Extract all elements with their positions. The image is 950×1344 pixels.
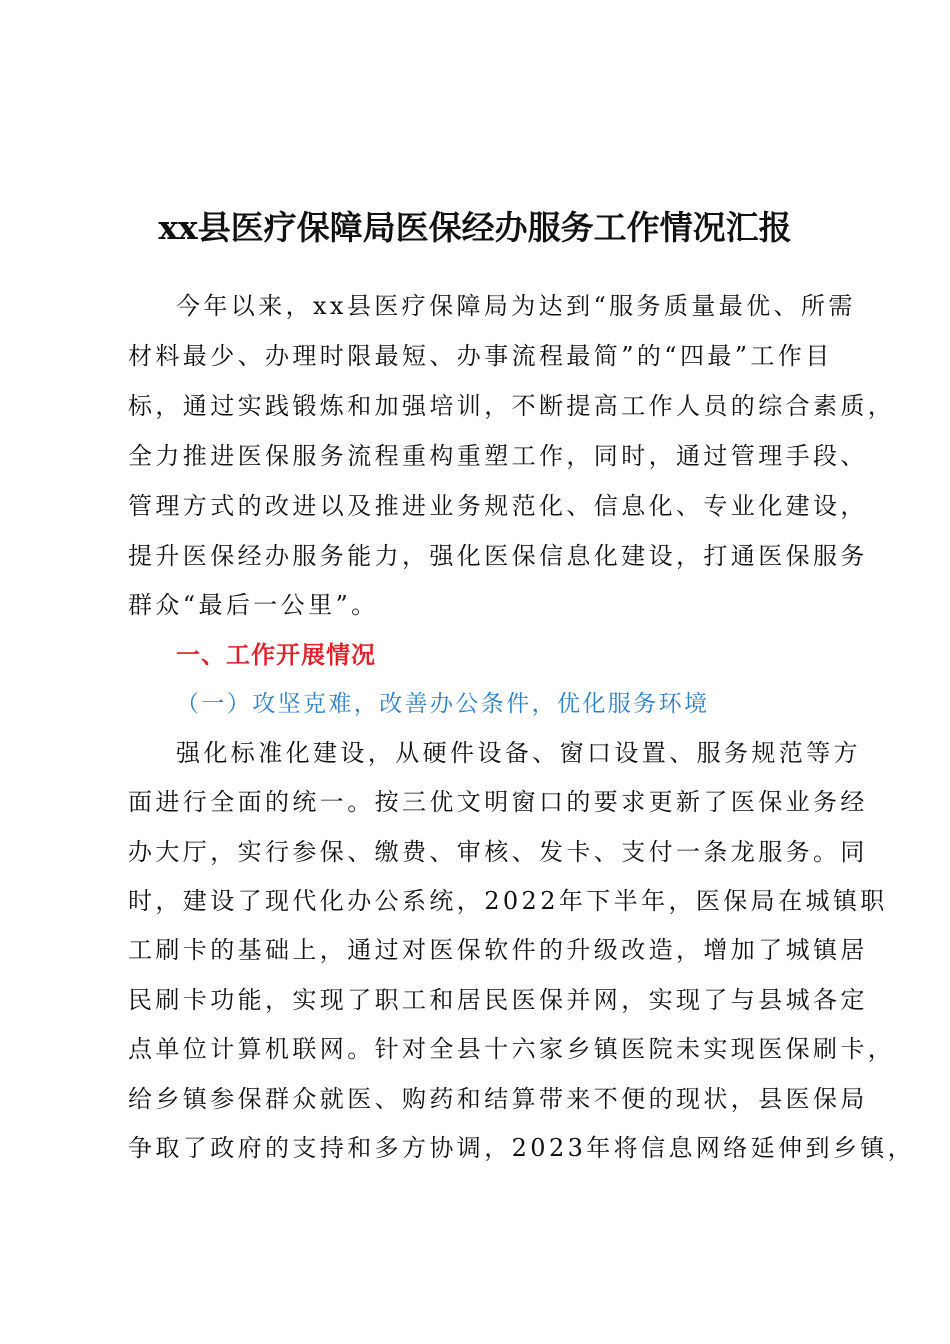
intro-line: 群众“最后一公里”。 (128, 591, 379, 619)
body-line: 争取了政府的支持和多方协调，2023年将信息网络延伸到乡镇， (128, 1134, 916, 1162)
intro-line: 提升医保经办服务能力，强化医保信息化建设，打通医保服务 (128, 542, 868, 570)
body-line: 给乡镇参保群众就医、购药和结算带来不便的现状，县医保局 (128, 1085, 868, 1113)
intro-line: 今年以来，xx县医疗保障局为达到“服务质量最优、所需 (176, 292, 856, 320)
intro-line: 管理方式的改进以及推进业务规范化、信息化、专业化建设， (128, 492, 868, 520)
intro-line: 标，通过实践锻炼和加强培训，不断提高工作人员的综合素质， (128, 392, 896, 420)
section-heading: 一、工作开展情况 (176, 641, 376, 669)
body-line: 民刷卡功能，实现了职工和居民医保并网，实现了与县城各定 (128, 986, 868, 1014)
body-line: 强化标准化建设，从硬件设备、窗口设置、服务规范等方 (176, 739, 861, 767)
intro-line: 全力推进医保服务流程重构重塑工作，同时，通过管理手段、 (128, 442, 868, 470)
body-line: 时，建设了现代化办公系统，2022年下半年，医保局在城镇职 (128, 887, 888, 915)
subsection-heading: （一）攻坚克难，改善办公条件，优化服务环境 (176, 691, 710, 717)
document-title: xx县医疗保障局医保经办服务工作情况汇报 (158, 208, 792, 247)
body-line: 点单位计算机联网。针对全县十六家乡镇医院未实现医保刷卡， (128, 1035, 896, 1063)
body-line: 面进行全面的统一。按三优文明窗口的要求更新了医保业务经 (128, 788, 868, 816)
body-line: 办大厅，实行参保、缴费、审核、发卡、支付一条龙服务。同 (128, 838, 868, 866)
body-line: 工刷卡的基础上，通过对医保软件的升级改造，增加了城镇居 (128, 936, 868, 964)
intro-line: 材料最少、办理时限最短、办事流程最简”的“四最”工作目 (128, 342, 833, 370)
